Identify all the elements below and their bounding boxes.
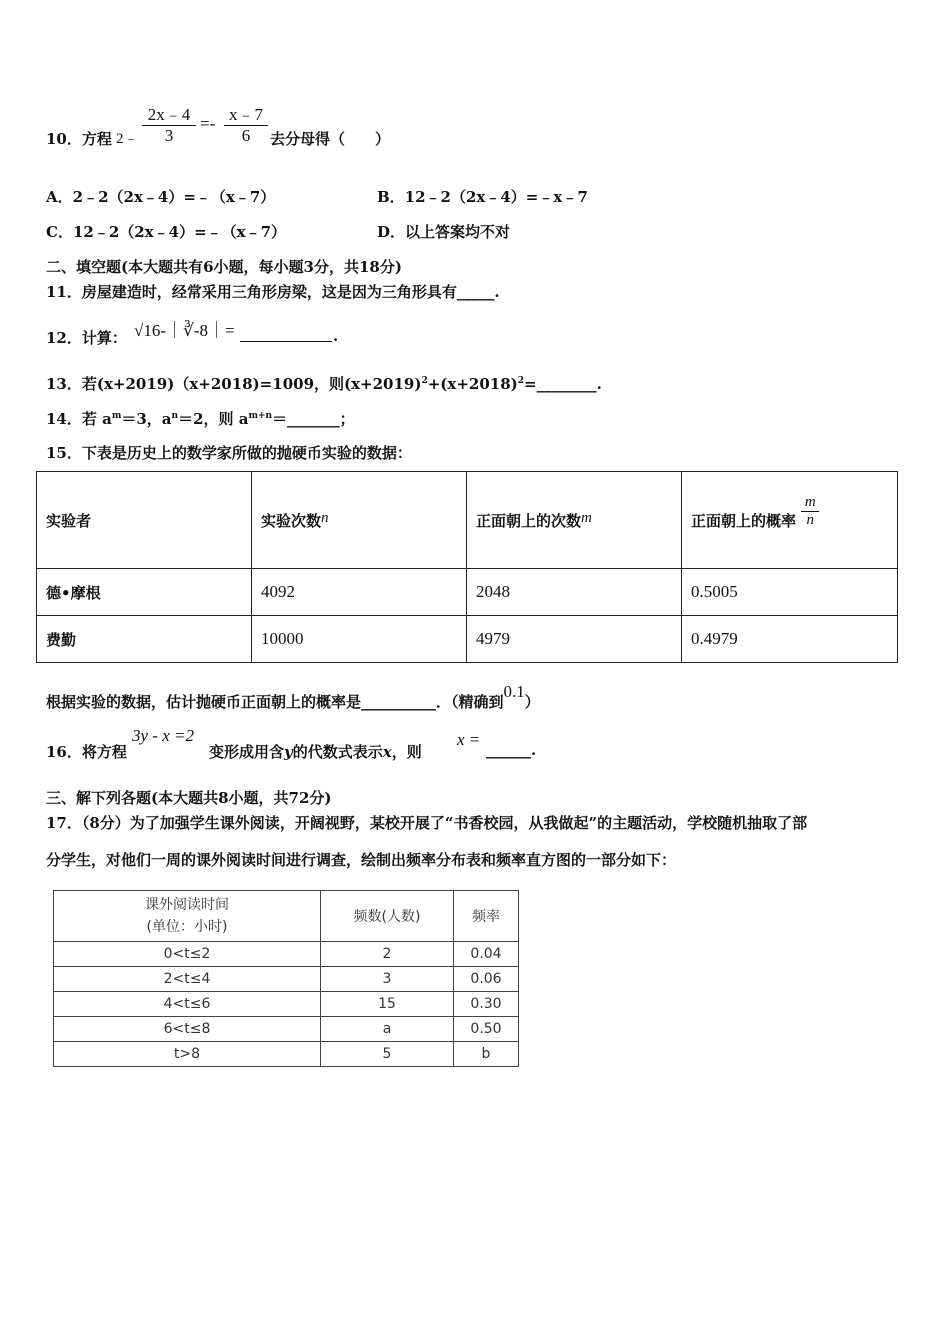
table-header-probability <box>682 472 898 569</box>
cell-frequency: 0.30 <box>454 992 519 1017</box>
cell-trials: 4092 <box>252 569 467 616</box>
q16-mid-b: 的代数式表示 <box>292 743 383 761</box>
table-header-time <box>54 891 321 942</box>
q17-line-2: 分学生，对他们一周的课外阅读时间进行调查，绘制出频率分布表和频率直方图的一部分如下： <box>46 851 677 869</box>
cell-time-range: 0<t≤2 <box>54 942 321 967</box>
q12-expression: √16-｜∛-8｜= <box>134 321 235 340</box>
q16-var-x: x <box>382 743 392 761</box>
cell-experimenter: 费勤 <box>37 616 252 663</box>
table-row <box>37 569 898 616</box>
table-header-heads-count <box>467 472 682 569</box>
q10-frac2-denominator: 6 <box>241 126 251 145</box>
q14-part-c: ＝2，则 a <box>178 410 249 428</box>
q13-sup-1: 2 <box>421 376 428 386</box>
q14-text <box>46 408 355 429</box>
section-3-title: 三、解下列各题(本大题共8小题，共72分) <box>46 789 332 807</box>
q10-frac1-denominator: 3 <box>164 126 174 145</box>
q15-after-text <box>46 682 540 712</box>
q14-sup-3: m+n <box>248 411 273 421</box>
q11-text: 11．房屋建造时，经常采用三角形房梁，这是因为三角形具有_____. <box>46 283 500 301</box>
cell-time-range: 4<t≤6 <box>54 992 321 1017</box>
table-row <box>54 1042 519 1067</box>
cell-heads: 2048 <box>467 569 682 616</box>
q14-part-a: 14．若 a <box>46 410 112 428</box>
cell-trials: 10000 <box>252 616 467 663</box>
cell-time-range: t>8 <box>54 1042 321 1067</box>
header-line: 课外阅读时间 <box>145 897 229 913</box>
q16-mid-a: 变形成用含 <box>209 743 285 761</box>
q10-suffix: 去分母得（ ） <box>270 130 391 148</box>
q10-option-d: D．以上答案均不对 <box>377 223 511 241</box>
q10-frac1-numerator: 2x﹣4 <box>147 105 191 124</box>
q16-mid-c: ，则 <box>391 743 422 761</box>
cell-probability: 0.5005 <box>682 569 898 616</box>
q13-sup-2: 2 <box>517 376 525 386</box>
q17-line-1: 17．（8分）为了加强学生课外阅读，开阔视野，某校开展了“书香校园，从我做起”的主题活动，学校随机抽取了部 <box>46 814 808 832</box>
cell-count: 15 <box>321 992 454 1017</box>
coin-experiment-table <box>36 471 898 663</box>
q16-var-y: y <box>284 743 293 761</box>
cell-count: 3 <box>321 967 454 992</box>
cell-probability: 0.4979 <box>682 616 898 663</box>
q13-part-a: 13．若(x+2019)（x+2018)=1009，则(x+2019) <box>46 375 422 393</box>
table-row <box>37 616 898 663</box>
q10-fraction-2 <box>224 100 268 146</box>
table-row <box>54 967 519 992</box>
table-row <box>54 992 519 1017</box>
var-m: m <box>581 509 592 526</box>
q12-prefix: 12．计算： <box>46 329 127 347</box>
q10-fraction-1 <box>142 100 196 146</box>
q15-after-a: 根据实验的数据，估计抛硬币正面朝上的概率是__________．（精确到 <box>46 693 504 711</box>
table-header-experimenter <box>37 472 252 569</box>
fraction-denominator: n <box>806 512 814 528</box>
q10-equals: =- <box>200 114 216 133</box>
table-header-label: 实验次数 <box>261 511 322 530</box>
fraction-numerator: m <box>804 494 816 510</box>
q15-after-b: ） <box>524 693 540 711</box>
q10-prefix: 10．方程 <box>46 130 112 148</box>
cell-heads: 4979 <box>467 616 682 663</box>
header-line: (单位：小时) <box>146 919 228 935</box>
q16-text <box>209 741 422 762</box>
table-header-trials <box>252 472 467 569</box>
q12-suffix: . <box>333 327 339 345</box>
q10-option-b: B．12﹣2（2x﹣4）=﹣x﹣7 <box>377 188 588 206</box>
table-header-frequency: 频率 <box>454 891 519 942</box>
q16-equation: 3y - x =2 <box>132 726 194 745</box>
q13-part-c: =________. <box>524 375 602 393</box>
cell-frequency: 0.04 <box>454 942 519 967</box>
cell-count: 2 <box>321 942 454 967</box>
cell-time-range: 6<t≤8 <box>54 1017 321 1042</box>
q14-part-d: ＝_______； <box>272 410 355 428</box>
q10-option-c: C．12﹣2（2x﹣4）=﹣（x﹣7） <box>46 223 287 241</box>
cell-frequency: b <box>454 1042 519 1067</box>
probability-fraction <box>801 494 819 529</box>
q10-option-a: A．2﹣2（2x﹣4）=﹣（x﹣7） <box>46 188 276 206</box>
q16-lhs: x = <box>457 730 481 749</box>
reading-time-frequency-table <box>53 890 519 1067</box>
q16-suffix: ______. <box>486 741 537 759</box>
table-header-label: 正面朝上的概率 <box>691 511 797 530</box>
q15-intro: 15．下表是历史上的数学家所做的抛硬币实验的数据： <box>46 444 412 462</box>
q10-frac2-numerator: x﹣7 <box>229 105 263 124</box>
cell-frequency: 0.06 <box>454 967 519 992</box>
cell-frequency: 0.50 <box>454 1017 519 1042</box>
q16-prefix: 16．将方程 <box>46 743 127 761</box>
table-header-label: 正面朝上的次数 <box>476 511 582 530</box>
table-row <box>54 1017 519 1042</box>
section-2-title: 二、填空题(本大题共有6小题，每小题3分，共18分) <box>46 258 402 276</box>
cell-count: 5 <box>321 1042 454 1067</box>
cell-count: a <box>321 1017 454 1042</box>
table-header-count: 频数(人数) <box>321 891 454 942</box>
q14-sup-1: m <box>111 411 122 421</box>
table-header-label: 实验者 <box>46 511 92 530</box>
q14-sup-2: n <box>171 411 179 421</box>
q10-lhs-two: 2﹣ <box>116 131 139 147</box>
q14-part-b: ＝3，a <box>121 410 172 428</box>
q13-part-b: +(x+2018) <box>427 375 518 393</box>
q12-answer-blank <box>240 327 332 342</box>
q15-precision: 0.1 <box>503 682 525 701</box>
cell-experimenter: 德•摩根 <box>37 569 252 616</box>
var-n: n <box>321 509 329 526</box>
cell-time-range: 2<t≤4 <box>54 967 321 992</box>
table-row <box>54 942 519 967</box>
q13-text <box>46 373 602 394</box>
